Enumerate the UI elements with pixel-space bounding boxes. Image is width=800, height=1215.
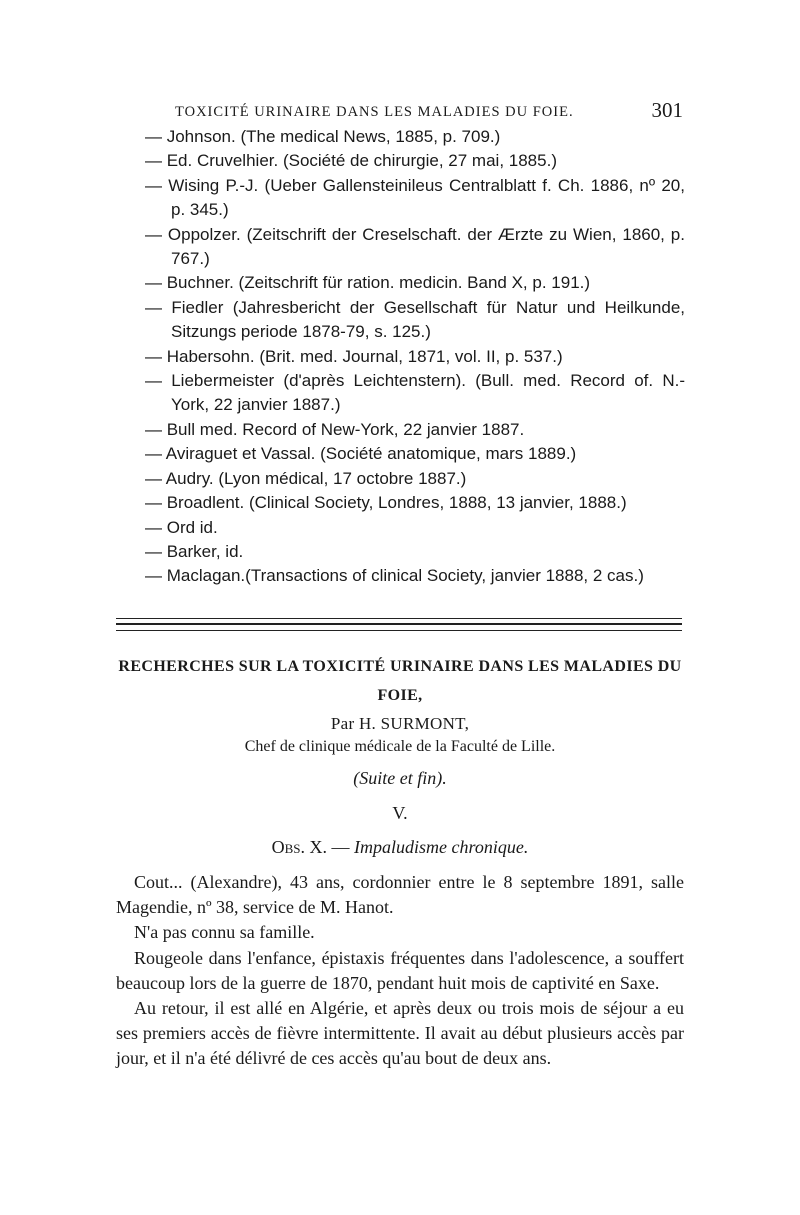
section-number: V. xyxy=(392,803,408,823)
article-author: Par H. SURMONT, xyxy=(330,714,470,733)
reference-item: — Bull med. Record of New-York, 22 janvier 1887. xyxy=(145,419,525,439)
body-paragraph: Cout... (Alexandre), 43 ans, cordonnier entre le 8 septembre 1891, salle Magendie, nº 38, service de M. Hanot. xyxy=(116,872,684,918)
observation-label: Obs. X. xyxy=(271,837,328,857)
continuation-note: (Suite et fin). xyxy=(353,768,447,788)
reference-item: — Ed. Cruvelhier. (Société de chirurgie, 27 mai, 1885.) xyxy=(145,151,557,171)
observation-subject: Impaludisme chronique. xyxy=(354,837,529,857)
reference-item: — Ord id. xyxy=(145,517,218,537)
running-title: TOXICITÉ URINAIRE DANS LES MALADIES DU FOIE. xyxy=(175,104,574,120)
page-number: 301 xyxy=(651,98,683,122)
observation-heading xyxy=(116,837,684,858)
reference-item: — Barker, id. xyxy=(145,541,244,561)
reference-item: — Oppolzer. (Zeitschrift der Creselschaft. der Ærzte zu Wien, 1860, p. 767.) xyxy=(145,224,685,269)
reference-item: — Johnson. (The medical News, 1885, p. 709.) xyxy=(145,127,501,146)
article-title: RECHERCHES SUR LA TOXICITÉ URINAIRE DANS LES MALADIES DU FOIE, xyxy=(118,658,682,704)
article-body xyxy=(116,870,684,1072)
observation-dash: — xyxy=(327,837,355,857)
reference-item: — Broadlent. (Clinical Society, Londres, 1888, 13 janvier, 1888.) xyxy=(145,493,627,513)
body-paragraph: Au retour, il est allé en Algérie, et après deux ou trois mois de séjour a eu ses premiers accès de fièvre intermittente. Il avait au début plusieurs accès par jour, et il n'a été délivré de ces accès qu'au bout de deux ans. xyxy=(116,998,684,1069)
reference-item: — Fiedler (Jahresbericht der Gesellschaft für Natur und Heilkunde, Sitzungs periode 1878-79, s. 125.) xyxy=(145,297,685,342)
reference-item: — Wising P.-J. (Ueber Gallensteinileus Centralblatt f. Ch. 1886, nº 20, p. 345.) xyxy=(145,175,685,220)
reference-item: — Habersohn. (Brit. med. Journal, 1871, vol. II, p. 537.) xyxy=(145,346,563,366)
reference-item: — Maclagan.(Transactions of clinical Society, janvier 1888, 2 cas.) xyxy=(145,566,644,586)
section-divider xyxy=(116,618,682,635)
reference-item: — Buchner. (Zeitschrift für ration. medicin. Band X, p. 191.) xyxy=(145,273,591,293)
divider-rule xyxy=(116,618,682,619)
body-paragraph: N'a pas connu sa famille. xyxy=(134,922,315,943)
reference-list xyxy=(145,125,685,589)
article xyxy=(116,652,684,1072)
divider-rule xyxy=(116,623,682,625)
reference-item: — Audry. (Lyon médical, 17 octobre 1887.) xyxy=(145,468,467,488)
reference-item: — Liebermeister (d'après Leichtenstern). (Bull. med. Record of. N.-York, 22 janvier 1887.) xyxy=(145,371,685,415)
body-paragraph: Rougeole dans l'enfance, épistaxis fréquentes dans l'adolescence, a souffert beaucoup lors de la guerre de 1870, pendant huit mois de captivité en Saxe. xyxy=(116,947,684,993)
divider-rule xyxy=(116,630,682,631)
page-header xyxy=(175,98,683,128)
author-affiliation: Chef de clinique médicale de la Faculté de Lille. xyxy=(244,738,556,755)
reference-item: — Aviraguet et Vassal. (Société anatomique, mars 1889.) xyxy=(145,444,577,464)
